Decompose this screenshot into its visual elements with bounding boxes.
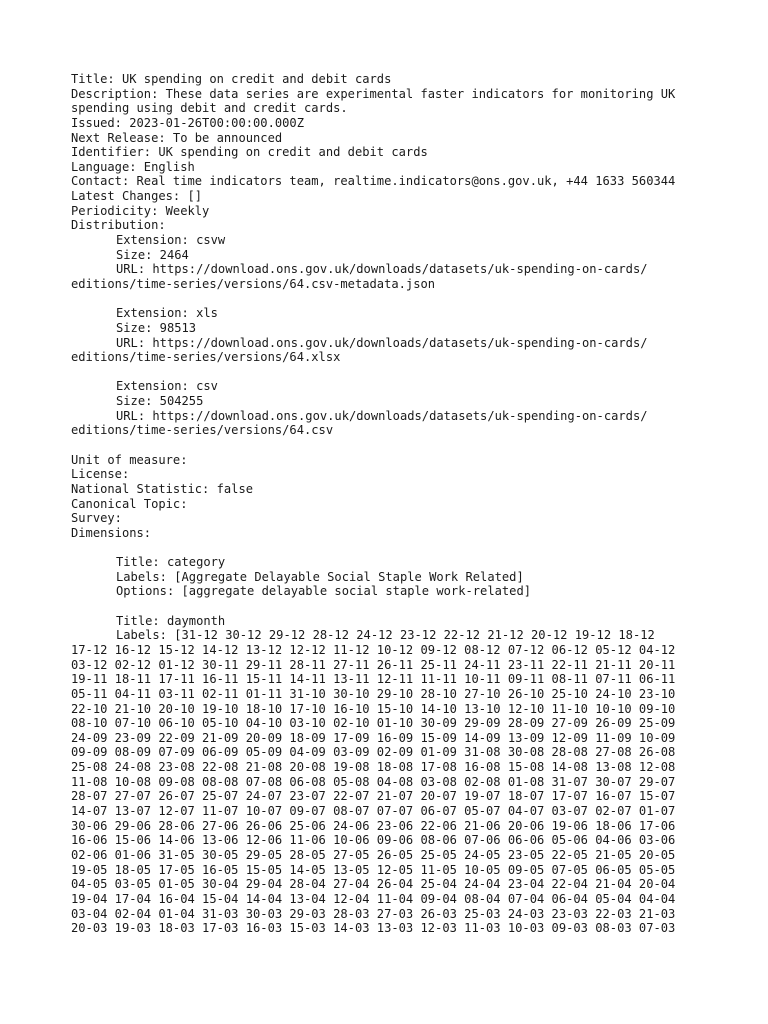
- distribution-heading: Distribution:: [71, 218, 166, 233]
- daymonth-label-row: 05-11 04-11 03-11 02-11 01-11 31-10 30-10 29-10 28-10 27-10 26-10 25-10 24-10 23-10: [71, 686, 676, 701]
- daymonth-label-row: 02-06 01-06 31-05 30-05 29-05 28-05 27-05 26-05 25-05 24-05 23-05 22-05 21-05 20-05: [71, 847, 676, 862]
- daymonth-label-row: 20-03 19-03 18-03 17-03 16-03 15-03 14-03 13-03 12-03 11-03 10-03 09-03 08-03 07-03: [71, 921, 676, 936]
- document-page: [71, 72, 711, 936]
- dimension-daymonth-label-list: [71, 643, 711, 936]
- dataset-next-release: Next Release: To be announced: [71, 130, 283, 145]
- dimension-category-title: Title: category: [116, 555, 226, 570]
- daymonth-label-row: 24-09 23-09 22-09 21-09 20-09 18-09 17-09 16-09 15-09 14-09 13-09 12-09 11-09 10-09: [71, 730, 676, 745]
- daymonth-label-row: 17-12 16-12 15-12 14-12 13-12 12-12 11-12 10-12 09-12 08-12 07-12 06-12 05-12 04-12: [71, 642, 676, 657]
- distribution-url-line-1: URL: https://download.ons.gov.uk/downloads/datasets/uk-spending-on-cards/: [116, 335, 648, 350]
- distribution-size: Size: 2464: [116, 247, 189, 262]
- daymonth-label-row: 19-05 18-05 17-05 16-05 15-05 14-05 13-05 12-05 11-05 10-05 09-05 07-05 06-05 05-05: [71, 862, 676, 877]
- daymonth-label-row: 04-05 03-05 01-05 30-04 29-04 28-04 27-04 26-04 25-04 24-04 23-04 22-04 21-04 20-04: [71, 877, 676, 892]
- dataset-identifier: Identifier: UK spending on credit and debit cards: [71, 145, 428, 160]
- daymonth-label-row: 09-09 08-09 07-09 06-09 05-09 04-09 03-09 02-09 01-09 31-08 30-08 28-08 27-08 26-08: [71, 745, 676, 760]
- dataset-language: Language: English: [71, 159, 195, 174]
- distribution-extension: Extension: xls: [116, 306, 218, 321]
- daymonth-label-row: 08-10 07-10 06-10 05-10 04-10 03-10 02-10 01-10 30-09 29-09 28-09 27-09 26-09 25-09: [71, 716, 676, 731]
- dataset-title: Title: UK spending on credit and debit cards: [71, 72, 392, 86]
- spacer: [71, 292, 711, 307]
- distribution-url-line-2: editions/time-series/versions/64.csv: [71, 423, 334, 438]
- dataset-contact: Contact: Real time indicators team, realtime.indicators@ons.gov.uk, +44 1633 560344: [71, 174, 676, 189]
- dimension-daymonth-title: Title: daymonth: [116, 613, 226, 628]
- dataset-description-line-1: Description: These data series are experimental faster indicators for monitoring UK: [71, 86, 676, 101]
- unit-of-measure: Unit of measure:: [71, 452, 188, 467]
- daymonth-label-row: 03-12 02-12 01-12 30-11 29-11 28-11 27-11 26-11 25-11 24-11 23-11 22-11 21-11 20-11: [71, 657, 676, 672]
- daymonth-label-row: 19-04 17-04 16-04 15-04 14-04 13-04 12-04 11-04 09-04 08-04 07-04 06-04 05-04 04-04: [71, 891, 676, 906]
- distribution-extension: Extension: csv: [116, 379, 218, 394]
- spacer: [71, 541, 711, 556]
- distribution-url-line-1: URL: https://download.ons.gov.uk/downloads/datasets/uk-spending-on-cards/: [116, 262, 648, 277]
- dimension-category-options: Options: [aggregate delayable social staple work-related]: [116, 584, 532, 599]
- distribution-url-line-2: editions/time-series/versions/64.xlsx: [71, 350, 341, 365]
- national-statistic: National Statistic: false: [71, 481, 254, 496]
- distribution-size: Size: 98513: [116, 320, 197, 335]
- daymonth-label-row: 30-06 29-06 28-06 27-06 26-06 25-06 24-06 23-06 22-06 21-06 20-06 19-06 18-06 17-06: [71, 818, 676, 833]
- spacer: [71, 599, 711, 614]
- survey: Survey:: [71, 511, 122, 526]
- daymonth-label-row: 03-04 02-04 01-04 31-03 30-03 29-03 28-03 27-03 26-03 25-03 24-03 23-03 22-03 21-03: [71, 906, 676, 921]
- distribution-url-line-2: editions/time-series/versions/64.csv-metadata.json: [71, 276, 436, 291]
- dataset-description-line-2: spending using debit and credit cards.: [71, 101, 348, 116]
- canonical-topic: Canonical Topic:: [71, 496, 188, 511]
- daymonth-label-row: 25-08 24-08 23-08 22-08 21-08 20-08 19-08 18-08 17-08 16-08 15-08 14-08 13-08 12-08: [71, 760, 676, 775]
- distribution-extension: Extension: csvw: [116, 233, 226, 248]
- spacer: [71, 438, 711, 453]
- daymonth-label-row: 11-08 10-08 09-08 08-08 07-08 06-08 05-08 04-08 03-08 02-08 01-08 31-07 30-07 29-07: [71, 774, 676, 789]
- daymonth-label-row: 22-10 21-10 20-10 19-10 18-10 17-10 16-10 15-10 14-10 13-10 12-10 11-10 10-10 09-10: [71, 701, 676, 716]
- dimension-category-labels: Labels: [Aggregate Delayable Social Staple Work Related]: [116, 569, 524, 584]
- daymonth-label-row: 28-07 27-07 26-07 25-07 24-07 23-07 22-07 21-07 20-07 19-07 18-07 17-07 16-07 15-07: [71, 789, 676, 804]
- dataset-issued: Issued: 2023-01-26T00:00:00.000Z: [71, 115, 304, 130]
- distribution-size: Size: 504255: [116, 394, 204, 409]
- dataset-periodicity: Periodicity: Weekly: [71, 203, 210, 218]
- distribution-url-line-1: URL: https://download.ons.gov.uk/downloads/datasets/uk-spending-on-cards/: [116, 408, 648, 423]
- daymonth-label-row: 16-06 15-06 14-06 13-06 12-06 11-06 10-06 09-06 08-06 07-06 06-06 05-06 04-06 03-06: [71, 833, 676, 848]
- dataset-latest-changes: Latest Changes: []: [71, 189, 203, 204]
- dimensions-heading: Dimensions:: [71, 525, 152, 540]
- daymonth-label-row: 14-07 13-07 12-07 11-07 10-07 09-07 08-07 07-07 06-07 05-07 04-07 03-07 02-07 01-07: [71, 804, 676, 819]
- spacer: [71, 365, 711, 380]
- daymonth-label-row: 19-11 18-11 17-11 16-11 15-11 14-11 13-11 12-11 11-11 10-11 09-11 08-11 07-11 06-11: [71, 672, 676, 687]
- dimension-daymonth-labels: Labels: [31-12 30-12 29-12 28-12 24-12 23-12 22-12 21-12 20-12 19-12 18-12: [116, 628, 655, 643]
- license: License:: [71, 467, 130, 482]
